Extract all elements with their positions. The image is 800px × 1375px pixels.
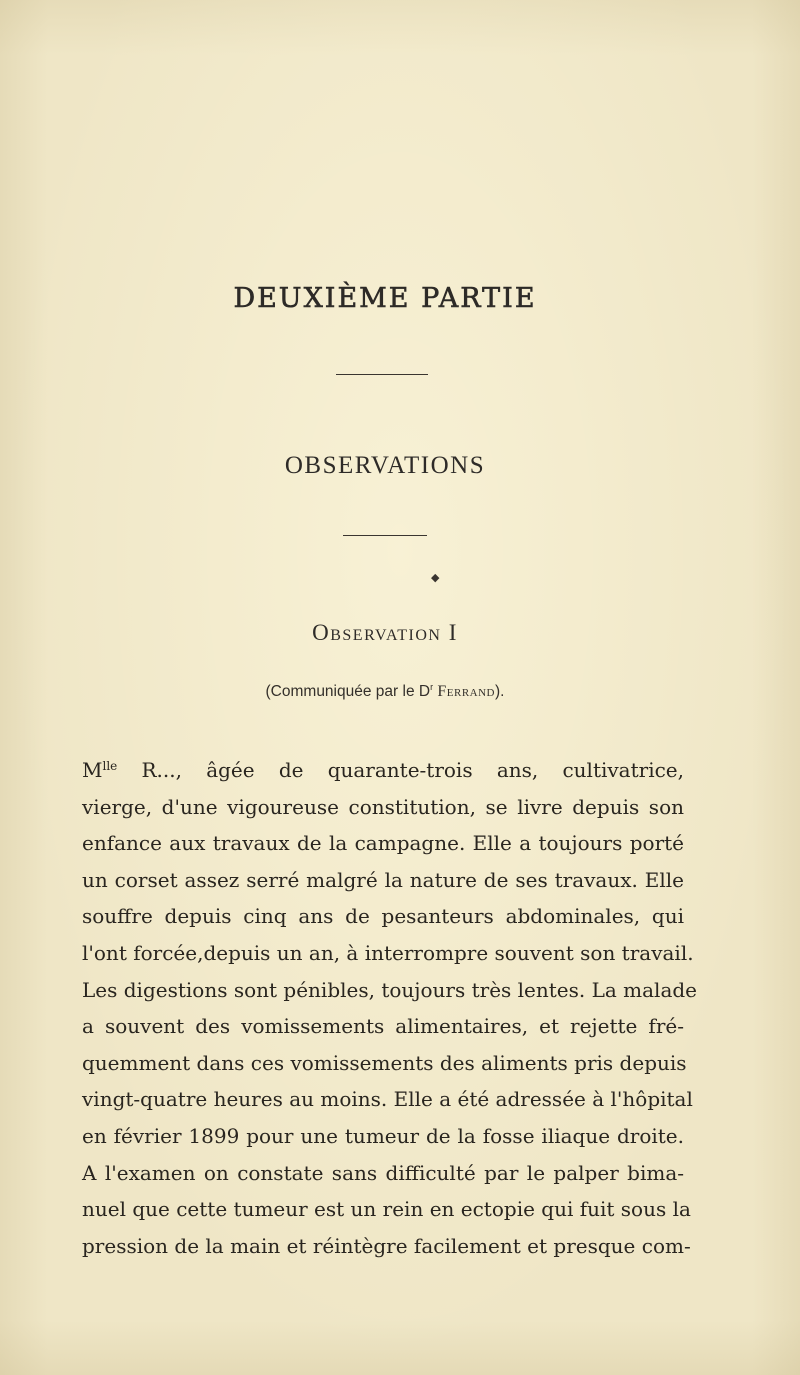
section-title: OBSERVATIONS: [284, 452, 486, 479]
paragraph-line: [82, 752, 684, 789]
paragraph-line: enfance aux travaux de la campagne. Elle a toujours porté: [82, 831, 684, 856]
ornament-icon: ◆: [431, 571, 440, 584]
paragraph-line: quemment dans ces vomissements des aliments pris depuis: [82, 1050, 687, 1075]
first-line-rest: R..., âgée de quarante-trois ans, cultivatrice,: [117, 758, 684, 782]
divider-rule-bottom: [343, 535, 427, 536]
paragraph-line: Les digestions sont pénibles, toujours très lentes. La malade: [82, 977, 698, 1002]
paragraph-line: A l'examen on constate sans difficulté par le palper bima-: [82, 1160, 684, 1185]
communique-suffix: ).: [495, 683, 505, 701]
divider-rule-top: [336, 374, 428, 375]
paragraph-line: en février 1899 pour une tumeur de la fosse iliaque droite.: [82, 1123, 684, 1148]
communique-line: [0, 682, 770, 701]
observation-title: Observation I: [312, 620, 458, 645]
first-line-prefix: M: [82, 758, 103, 782]
paragraph-line: un corset assez serré malgré la nature de ses travaux. Elle: [82, 867, 684, 892]
paragraph-line: l'ont forcée,depuis un an, à interrompre souvent son travail.: [82, 940, 694, 965]
part-title: DEUXIÈME PARTIE: [233, 283, 537, 314]
communique-prefix: (Communiquée par le D: [265, 683, 431, 701]
first-line-sup: lle: [102, 759, 118, 773]
paragraph-line: vingt-quatre heures au moins. Elle a été adressée à l'hôpital: [82, 1087, 693, 1112]
paragraph-line: pression de la main et réintègre facilement et presque com-: [82, 1233, 691, 1258]
communique-name: Ferrand: [437, 683, 495, 701]
paragraph-line: souffre depuis cinq ans de pesanteurs abdominales, qui: [82, 904, 684, 929]
paragraph-line: a souvent des vomissements alimentaires, et rejette fré-: [82, 1014, 684, 1039]
paragraph-line: vierge, d'une vigoureuse constitution, se livre depuis son: [82, 794, 684, 819]
communique-sup: r: [430, 682, 434, 692]
paragraph-line: nuel que cette tumeur est un rein en ectopie qui fuit sous la: [82, 1197, 691, 1222]
body-paragraph: [82, 752, 698, 1264]
